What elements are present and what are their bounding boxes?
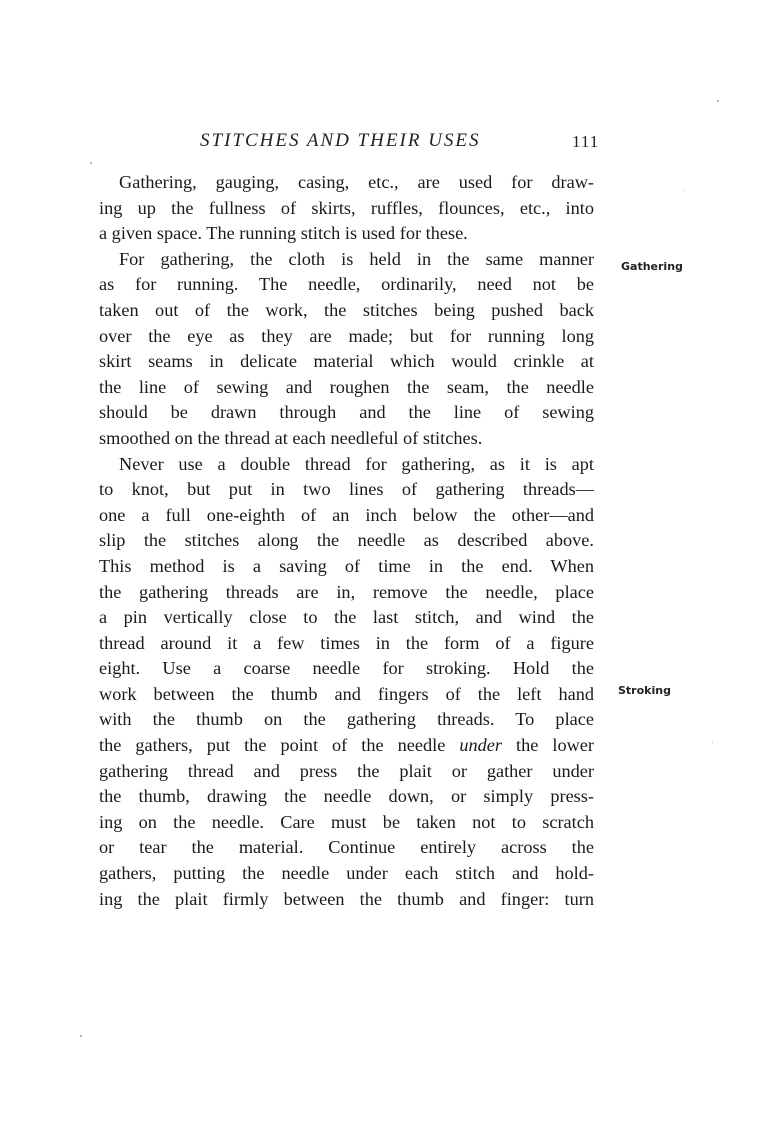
text-line: ing up the fullness of skirts, ruffles, flounces, etc., into: [99, 197, 594, 218]
text-segment: the lower: [502, 735, 595, 756]
text-line: Gathering, gauging, casing, etc., are used for draw-: [119, 172, 594, 192]
scan-speck: [712, 742, 713, 743]
text-line: This method is a saving of time in the end. When: [99, 555, 594, 576]
text-line: to knot, but put in two lines of gathering threads—: [99, 479, 594, 500]
text-line: work between the thumb and fingers of the left hand: [99, 683, 594, 704]
text-line: or tear the material. Continue entirely across the: [99, 837, 594, 858]
marginal-note-stroking: Stroking: [618, 684, 671, 697]
text-line: should be drawn through and the line of sewing: [99, 402, 594, 423]
scan-speck: [684, 190, 685, 191]
text-line: ing on the needle. Care must be taken not to scratch: [99, 811, 594, 832]
text-line: as for running. The needle, ordinarily, need not be: [99, 274, 594, 295]
text-line: the thumb, drawing the needle down, or simply press-: [99, 786, 594, 807]
text-line: eight. Use a coarse needle for stroking. Hold the: [99, 658, 594, 679]
text-line: with the thumb on the gathering threads. To place: [99, 709, 594, 730]
emphasis-under: under: [459, 735, 503, 756]
marginal-note-gathering: Gathering: [621, 260, 683, 273]
text-line: slip the stitches along the needle as described above.: [99, 530, 594, 551]
text-line: the gathering threads are in, remove the needle, place: [99, 581, 594, 602]
text-line: Never use a double thread for gathering, as it is apt: [119, 453, 594, 474]
text-line: a given space. The running stitch is used for these.: [99, 223, 468, 244]
text-line: a pin vertically close to the last stitch, and wind the: [99, 607, 594, 628]
text-line: thread around it a few times in the form of a figure: [99, 632, 594, 653]
text-line: the line of sewing and roughen the seam, the needle: [99, 376, 594, 397]
text-line: gathers, putting the needle under each stitch and hold-: [99, 863, 594, 884]
page-number: 111: [572, 132, 600, 151]
text-line: taken out of the work, the stitches being pushed back: [99, 299, 594, 320]
text-line: one a full one-eighth of an inch below the other—and: [99, 504, 594, 525]
text-line: over the eye as they are made; but for running long: [99, 325, 594, 346]
text-line: smoothed on the thread at each needleful of stitches.: [99, 427, 483, 448]
scan-speck: [717, 100, 719, 102]
text-line: For gathering, the cloth is held in the same manner: [119, 248, 594, 269]
running-title: STITCHES AND THEIR USES: [200, 130, 481, 151]
text-line: ing the plait firmly between the thumb and finger: turn: [99, 888, 594, 909]
scan-speck: [80, 1035, 82, 1037]
text-line: gathering thread and press the plait or gather under: [99, 760, 594, 781]
text-line-with-emphasis: [99, 733, 594, 759]
text-segment: the gathers, put the point of the needle: [99, 735, 460, 756]
text-line: skirt seams in delicate material which would crinkle at: [99, 351, 594, 372]
scan-speck: [90, 162, 92, 164]
body-text: [99, 170, 594, 912]
